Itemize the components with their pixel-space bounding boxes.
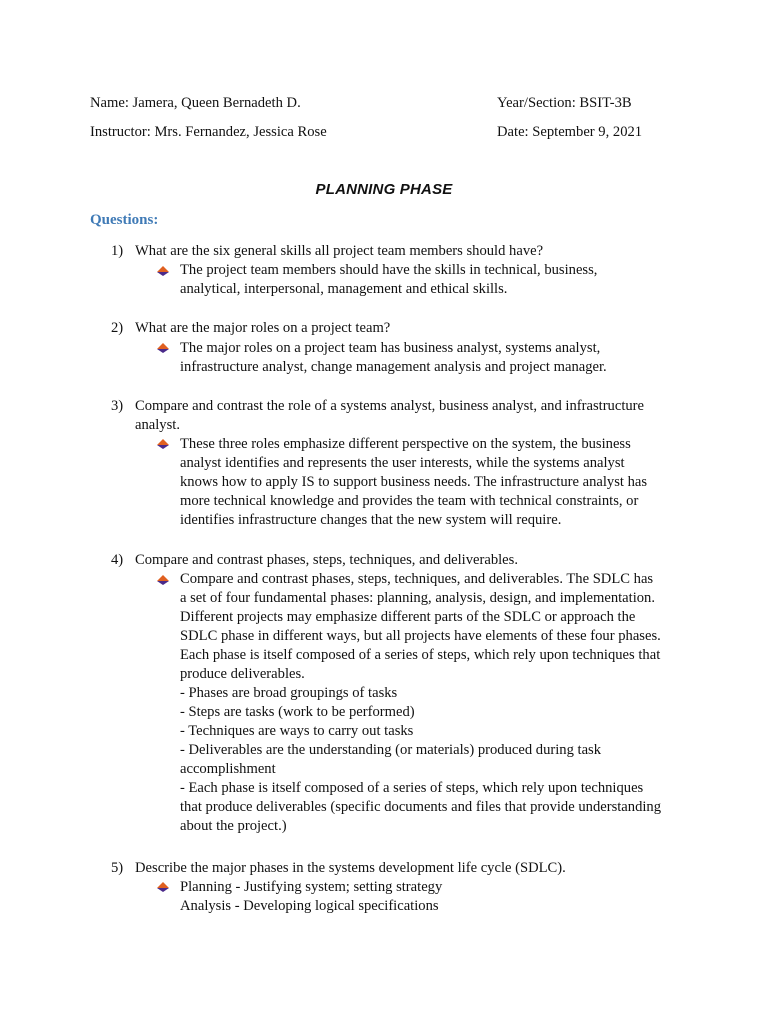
questions-heading: Questions:: [90, 212, 159, 228]
answer-line: - Deliverables are the understanding (or materials) produced during task: [180, 742, 602, 758]
answer-line: accomplishment: [180, 761, 276, 777]
answer-line: These three roles emphasize different perspective on the system, the business: [180, 436, 631, 452]
question-line: analyst.: [135, 417, 180, 433]
instructor-name: Instructor: Mrs. Fernandez, Jessica Rose: [90, 124, 327, 140]
answer-text: [180, 339, 690, 377]
question-number: 1): [111, 243, 124, 259]
answer-line: about the project.): [180, 818, 287, 834]
question-number: 4): [111, 552, 124, 568]
answer-text: [180, 261, 690, 299]
question-text: [135, 859, 695, 878]
answer-line: The major roles on a project team has business analyst, systems analyst,: [180, 340, 601, 356]
arrow-bullet-icon: [156, 573, 170, 587]
answer-line: produce deliverables.: [180, 666, 305, 682]
answer-line: - Techniques are ways to carry out tasks: [180, 723, 414, 739]
answer-line: - Steps are tasks (work to be performed): [180, 704, 415, 720]
question-line: What are the major roles on a project team?: [135, 320, 391, 336]
answer-line: The project team members should have the skills in technical, business,: [180, 262, 598, 278]
question-number: 5): [111, 860, 124, 876]
answer-line: identifies infrastructure changes that the new system will require.: [180, 512, 562, 528]
student-name: Name: Jamera, Queen Bernadeth D.: [90, 95, 301, 111]
question-number: 2): [111, 320, 124, 336]
arrow-bullet-icon: [156, 341, 170, 355]
question-text: [135, 319, 695, 338]
answer-line: Different projects may emphasize different parts of the SDLC or approach the: [180, 609, 636, 625]
question-line: What are the six general skills all project team members should have?: [135, 243, 544, 259]
answer-text: [180, 878, 690, 916]
question-line: Describe the major phases in the systems development life cycle (SDLC).: [135, 860, 566, 876]
page-title: PLANNING PHASE: [315, 181, 453, 198]
answer-line: that produce deliverables (specific documents and files that provide understanding: [180, 799, 662, 815]
question-line: Compare and contrast phases, steps, techniques, and deliverables.: [135, 552, 518, 568]
question-line: Compare and contrast the role of a systems analyst, business analyst, and infrastructure: [135, 398, 645, 414]
question-number: 3): [111, 398, 124, 414]
answer-text: [180, 435, 690, 530]
answer-line: infrastructure analyst, change management analysis and project manager.: [180, 359, 607, 375]
answer-line: Each phase is itself composed of a series of steps, which rely upon techniques that: [180, 647, 661, 663]
arrow-bullet-icon: [156, 264, 170, 278]
answer-line: knows how to apply IS to support business needs. The infrastructure analyst has: [180, 474, 648, 490]
arrow-bullet-icon: [156, 880, 170, 894]
answer-line: SDLC phase in different ways, but all projects have elements of these four phases.: [180, 628, 661, 644]
answer-line: Planning - Justifying system; setting strategy: [180, 879, 443, 895]
answer-line: - Each phase is itself composed of a series of steps, which rely upon techniques: [180, 780, 644, 796]
date: Date: September 9, 2021: [497, 124, 643, 140]
answer-line: Compare and contrast phases, steps, techniques, and deliverables. The SDLC has: [180, 571, 654, 587]
answer-line: a set of four fundamental phases: planning, analysis, design, and implementation.: [180, 590, 655, 606]
answer-line: - Phases are broad groupings of tasks: [180, 685, 398, 701]
question-text: [135, 551, 695, 570]
answer-line: Analysis - Developing logical specifications: [180, 898, 439, 914]
answer-line: analytical, interpersonal, management and ethical skills.: [180, 281, 508, 297]
year-section: Year/Section: BSIT-3B: [497, 95, 632, 111]
arrow-bullet-icon: [156, 437, 170, 451]
answer-line: analyst identifies and represents the user interests, while the systems analyst: [180, 455, 625, 471]
question-text: [135, 242, 695, 261]
answer-text: [180, 570, 690, 836]
answer-line: more technical knowledge and provides the team with technical constraints, or: [180, 493, 639, 509]
question-text: [135, 397, 695, 435]
